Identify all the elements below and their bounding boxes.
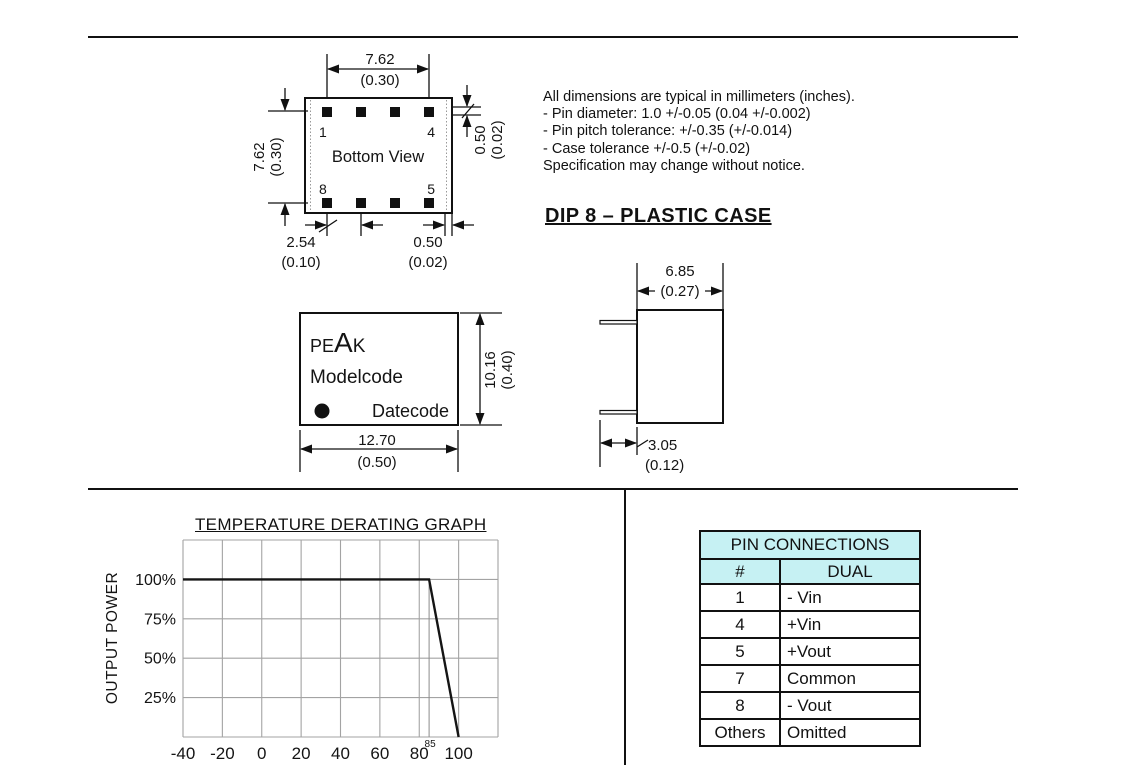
dim-pitch-in: (0.10) <box>281 254 321 271</box>
dim-side-width-mm: 6.85 <box>665 263 695 280</box>
pin-number-cell: 4 <box>700 611 780 638</box>
pin-function-cell: Common <box>780 665 920 692</box>
derating-graph <box>95 505 535 765</box>
note-line: All dimensions are typical in millimeters (inches). <box>543 89 855 105</box>
derate-knee-annotation: 85 <box>424 739 436 750</box>
pin-5-label: 5 <box>427 181 435 197</box>
pin-table-row <box>700 719 920 746</box>
bottom-vertical-divider <box>624 489 626 765</box>
pin-number-cell: 1 <box>700 584 780 611</box>
dim-wall-mm: 0.50 <box>413 234 443 251</box>
x-tick-label: 40 <box>331 744 350 763</box>
x-tick-label: -40 <box>170 744 196 763</box>
side-outline <box>637 310 723 423</box>
derating-chart-plot <box>95 505 535 765</box>
x-tick-label: 20 <box>291 744 311 763</box>
dim-width-in: (0.50) <box>357 454 397 471</box>
pin-table-col-dual: DUAL <box>780 559 920 584</box>
pin-table-row <box>700 638 920 665</box>
pin-number-cell: 5 <box>700 638 780 665</box>
modelcode-label: Modelcode <box>310 367 403 388</box>
pin-8-label: 8 <box>319 181 327 197</box>
y-tick-label: 75% <box>143 611 176 629</box>
y-tick-label: 50% <box>143 650 176 668</box>
x-tick-label: 0 <box>257 744 267 763</box>
pin-table-col-number: # <box>700 559 780 584</box>
pin-function-cell: - Vin <box>780 584 920 611</box>
dim-case-wall <box>423 213 474 236</box>
section-divider-rule <box>88 488 1018 490</box>
dim-pin-length-mm: 3.05 <box>648 437 678 454</box>
pin-table-row <box>700 611 920 638</box>
dim-right-in: (0.02) <box>489 120 506 160</box>
top-rule <box>88 36 1018 38</box>
x-tick-label: -20 <box>210 744 235 763</box>
pin-function-cell: +Vout <box>780 638 920 665</box>
y-axis-label: OUTPUT POWER <box>104 571 121 705</box>
dim-pitch-mm: 2.54 <box>286 234 316 251</box>
pin-connections-table <box>699 530 921 747</box>
note-line: - Pin pitch tolerance: +/-0.35 (+/-0.014) <box>543 123 793 140</box>
dim-right-mm: 0.50 <box>472 125 489 155</box>
dim-wall-in: (0.02) <box>408 254 448 271</box>
pin-number-cell: 7 <box>700 665 780 692</box>
package-side-view-drawing <box>580 255 760 480</box>
dim-left-in: (0.30) <box>268 137 285 177</box>
note-line: Specification may change without notice. <box>543 157 805 174</box>
pin1-dot <box>315 404 330 419</box>
dim-pin-length <box>600 420 648 467</box>
bottom-view-drawing <box>235 40 535 275</box>
dim-left-mm: 7.62 <box>251 142 268 172</box>
note-line: - Pin diameter: 1.0 +/-0.05 (0.04 +/-0.002) <box>543 106 811 123</box>
dim-top-mm: 7.62 <box>365 51 395 68</box>
pin-table-title: PIN CONNECTIONS <box>700 531 920 559</box>
bottom-view-label: Bottom View <box>331 148 425 166</box>
side-pin-bottom <box>600 411 637 415</box>
dim-height-in: (0.40) <box>499 350 516 390</box>
y-tick-label: 25% <box>143 690 176 708</box>
pin-4-label: 4 <box>427 124 435 140</box>
side-pin-top <box>600 321 637 325</box>
pin-1-label: 1 <box>319 124 327 140</box>
section-title: DIP 8 – PLASTIC CASE <box>545 205 772 227</box>
dim-pin-pitch <box>305 213 383 236</box>
pin-function-cell: +Vin <box>780 611 920 638</box>
note-line: - Case tolerance +/-0.5 (+/-0.02) <box>543 140 751 157</box>
y-tick-label: 100% <box>135 571 176 589</box>
pin-table-row <box>700 665 920 692</box>
dim-height-mm: 10.16 <box>482 351 499 389</box>
brand-logo: PEAK <box>310 327 366 358</box>
x-tick-label: 60 <box>370 744 390 763</box>
dimension-notes <box>543 89 855 175</box>
pin-number-cell: 8 <box>700 692 780 719</box>
dim-top-in: (0.30) <box>360 72 400 89</box>
dim-pin-length-in: (0.12) <box>645 457 685 474</box>
x-tick-label: 100 <box>444 744 473 763</box>
package-top-view-drawing <box>280 300 530 480</box>
x-tick-label: 80 <box>409 744 429 763</box>
dim-width-mm: 12.70 <box>358 432 396 449</box>
datecode-label: Datecode <box>372 401 450 421</box>
pin-function-cell: Omitted <box>780 719 920 746</box>
pin-table-row <box>700 584 920 611</box>
pin-number-cell: Others <box>700 719 780 746</box>
graph-title: TEMPERATURE DERATING GRAPH <box>195 515 487 534</box>
pin-table-row <box>700 692 920 719</box>
dim-side-width-in: (0.27) <box>660 283 700 300</box>
pin-function-cell: - Vout <box>780 692 920 719</box>
